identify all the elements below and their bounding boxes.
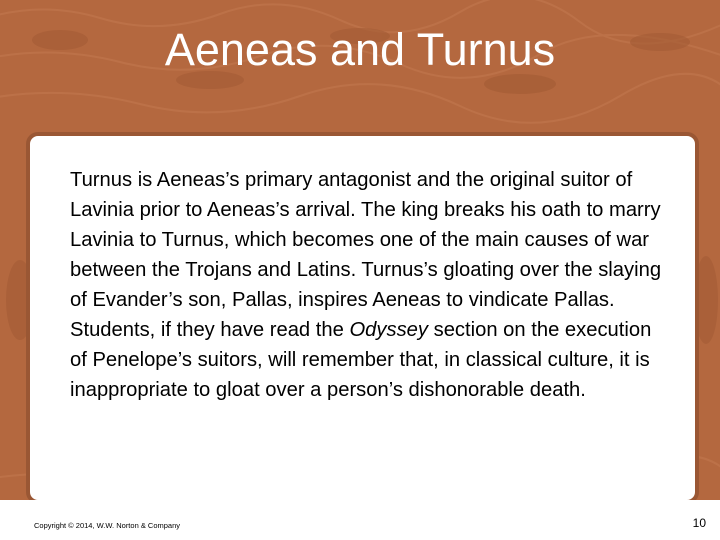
body-text-italic: Odyssey xyxy=(349,319,428,341)
content-panel xyxy=(26,132,699,504)
body-paragraph xyxy=(70,165,666,405)
copyright-text: Copyright © 2014, W.W. Norton & Company xyxy=(34,521,181,530)
slide-title: Aeneas and Turnus xyxy=(164,24,556,75)
footer xyxy=(0,500,720,540)
page-number: 10 xyxy=(692,516,706,530)
body-text-start: Turnus is Aeneas’s primary antagonist and the original suitor of Lavinia prior to Aeneas’s arrival. The king breaks his oath to marry Lavinia to Turnus, which becomes one of the main causes of war between the Trojans and Latins. Turnus’s gloating over the slaying of Evander’s son, Pallas, inspires Aeneas to vindicate Pallas. Students, if they have read the xyxy=(70,169,662,341)
body-text-end: section on the execution of Penelope’s suitors, will remember that, in classical culture, it is inappropriate to gloat over a person’s dishonorable death. xyxy=(70,319,652,401)
